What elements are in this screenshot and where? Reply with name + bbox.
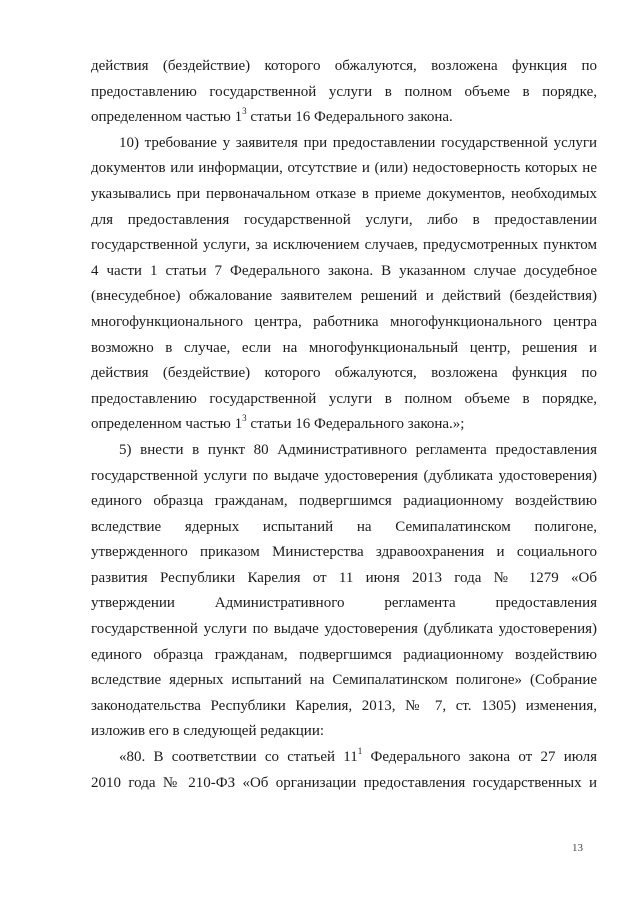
text-line: 5) внести в пункт 80 Административного регламента предоставления [119,441,597,458]
page-number: 13 [572,842,583,854]
text-line: указывались при первоначальном отказе в приеме документов, необходимых [91,185,597,202]
text-line: (внесудебное) обжалование заявителем решений и действий (бездействия) [91,288,597,305]
paragraph-item-10 [91,412,597,438]
paragraph-item-5 [91,668,597,694]
text-line: действия (бездействие) которого обжалуются, возложена функция по [91,365,597,382]
text-line: развития Республики Карелия от 11 июня 2013 года № 1279 «Об [91,569,597,586]
paragraph-item-5 [91,464,597,490]
text-line: государственной услуги по выдаче удостоверения (дубликата удостоверения) [91,621,597,638]
paragraph-item-10 [91,156,597,182]
text-line: статьи 16 Федерального закона.»; [246,416,465,433]
paragraph-item-5 [91,643,597,669]
paragraph-item-5 [91,694,597,720]
superscript: 3 [242,413,247,424]
paragraph-continuation [91,105,597,131]
text-line: предоставлению государственной услуги в полном объеме в порядке, [91,83,597,100]
text-line: единого образца гражданам, подвергшимся радиационному воздействию [91,646,597,663]
paragraph-item-10 [91,361,597,387]
paragraph-item-5 [91,515,597,541]
superscript: 3 [242,106,247,117]
text-line: вследствие ядерных испытаний на Семипалатинском полигоне» (Собрание [91,672,597,689]
paragraph-item-80 [91,771,597,797]
text-line: 10) требование у заявителя при предоставлении государственной услуги [119,134,597,151]
text-line: единого образца гражданам, подвергшимся радиационному воздействию [91,493,597,510]
text-line: 2010 года № 210-ФЗ «Об организации предоставления государственных и [91,774,597,791]
paragraph-item-10 [91,131,597,157]
paragraph-item-10 [91,182,597,208]
paragraph-item-5 [91,489,597,515]
text-line: государственной услуги, за исключением случаев, предусмотренных пунктом [91,237,597,254]
text-line: вследствие ядерных испытаний на Семипалатинском полигоне, [91,518,597,535]
paragraph-item-5 [91,540,597,566]
text-line: определенном частью 1 [91,109,243,126]
paragraph-continuation [91,80,597,106]
paragraph-item-10 [91,284,597,310]
paragraph-item-10 [91,233,597,259]
paragraph-item-80 [91,745,597,771]
text-line: Федерального закона от 27 июля [362,749,597,766]
document-body [91,54,597,796]
text-line: многофункционального центра, работника многофункционального центра [91,313,597,330]
paragraph-item-5 [91,617,597,643]
text-line: утвержденного приказом Министерства здравоохранения и социального [91,544,597,561]
text-line: законодательства Республики Карелия, 2013, № 7, ст. 1305) изменения, [91,697,597,714]
paragraph-item-5 [91,719,597,745]
paragraph-item-10 [91,387,597,413]
text-line: возможно в случае, если на многофункциональный центр, решения и [91,339,597,356]
text-line: утверждении Административного регламента предоставления [91,595,597,612]
paragraph-continuation [91,54,597,80]
text-line: государственной услуги по выдаче удостоверения (дубликата удостоверения) [91,467,597,484]
text-line: для предоставления государственной услуги, либо в предоставлении [91,211,597,228]
paragraph-item-10 [91,259,597,285]
text-line: предоставлению государственной услуги в полном объеме в порядке, [91,390,597,407]
text-line: действия (бездействие) которого обжалуются, возложена функция по [91,58,597,74]
text-line: изложив его в следующей редакции: [91,723,325,740]
paragraph-item-10 [91,208,597,234]
text-line: документов или информации, отсутствие и (или) недостоверность которых не [91,160,597,177]
paragraph-item-5 [91,591,597,617]
paragraph-item-5 [91,438,597,464]
text-line: «80. В соответствии со статьей 11 [119,749,358,766]
paragraph-item-10 [91,336,597,362]
paragraph-item-10 [91,310,597,336]
superscript: 1 [357,746,363,757]
paragraph-item-5 [91,566,597,592]
text-line: 4 части 1 статьи 7 Федерального закона. В указанном случае досудебное [91,262,597,279]
text-line: статьи 16 Федерального закона. [246,109,453,126]
text-line: определенном частью 1 [91,416,243,433]
